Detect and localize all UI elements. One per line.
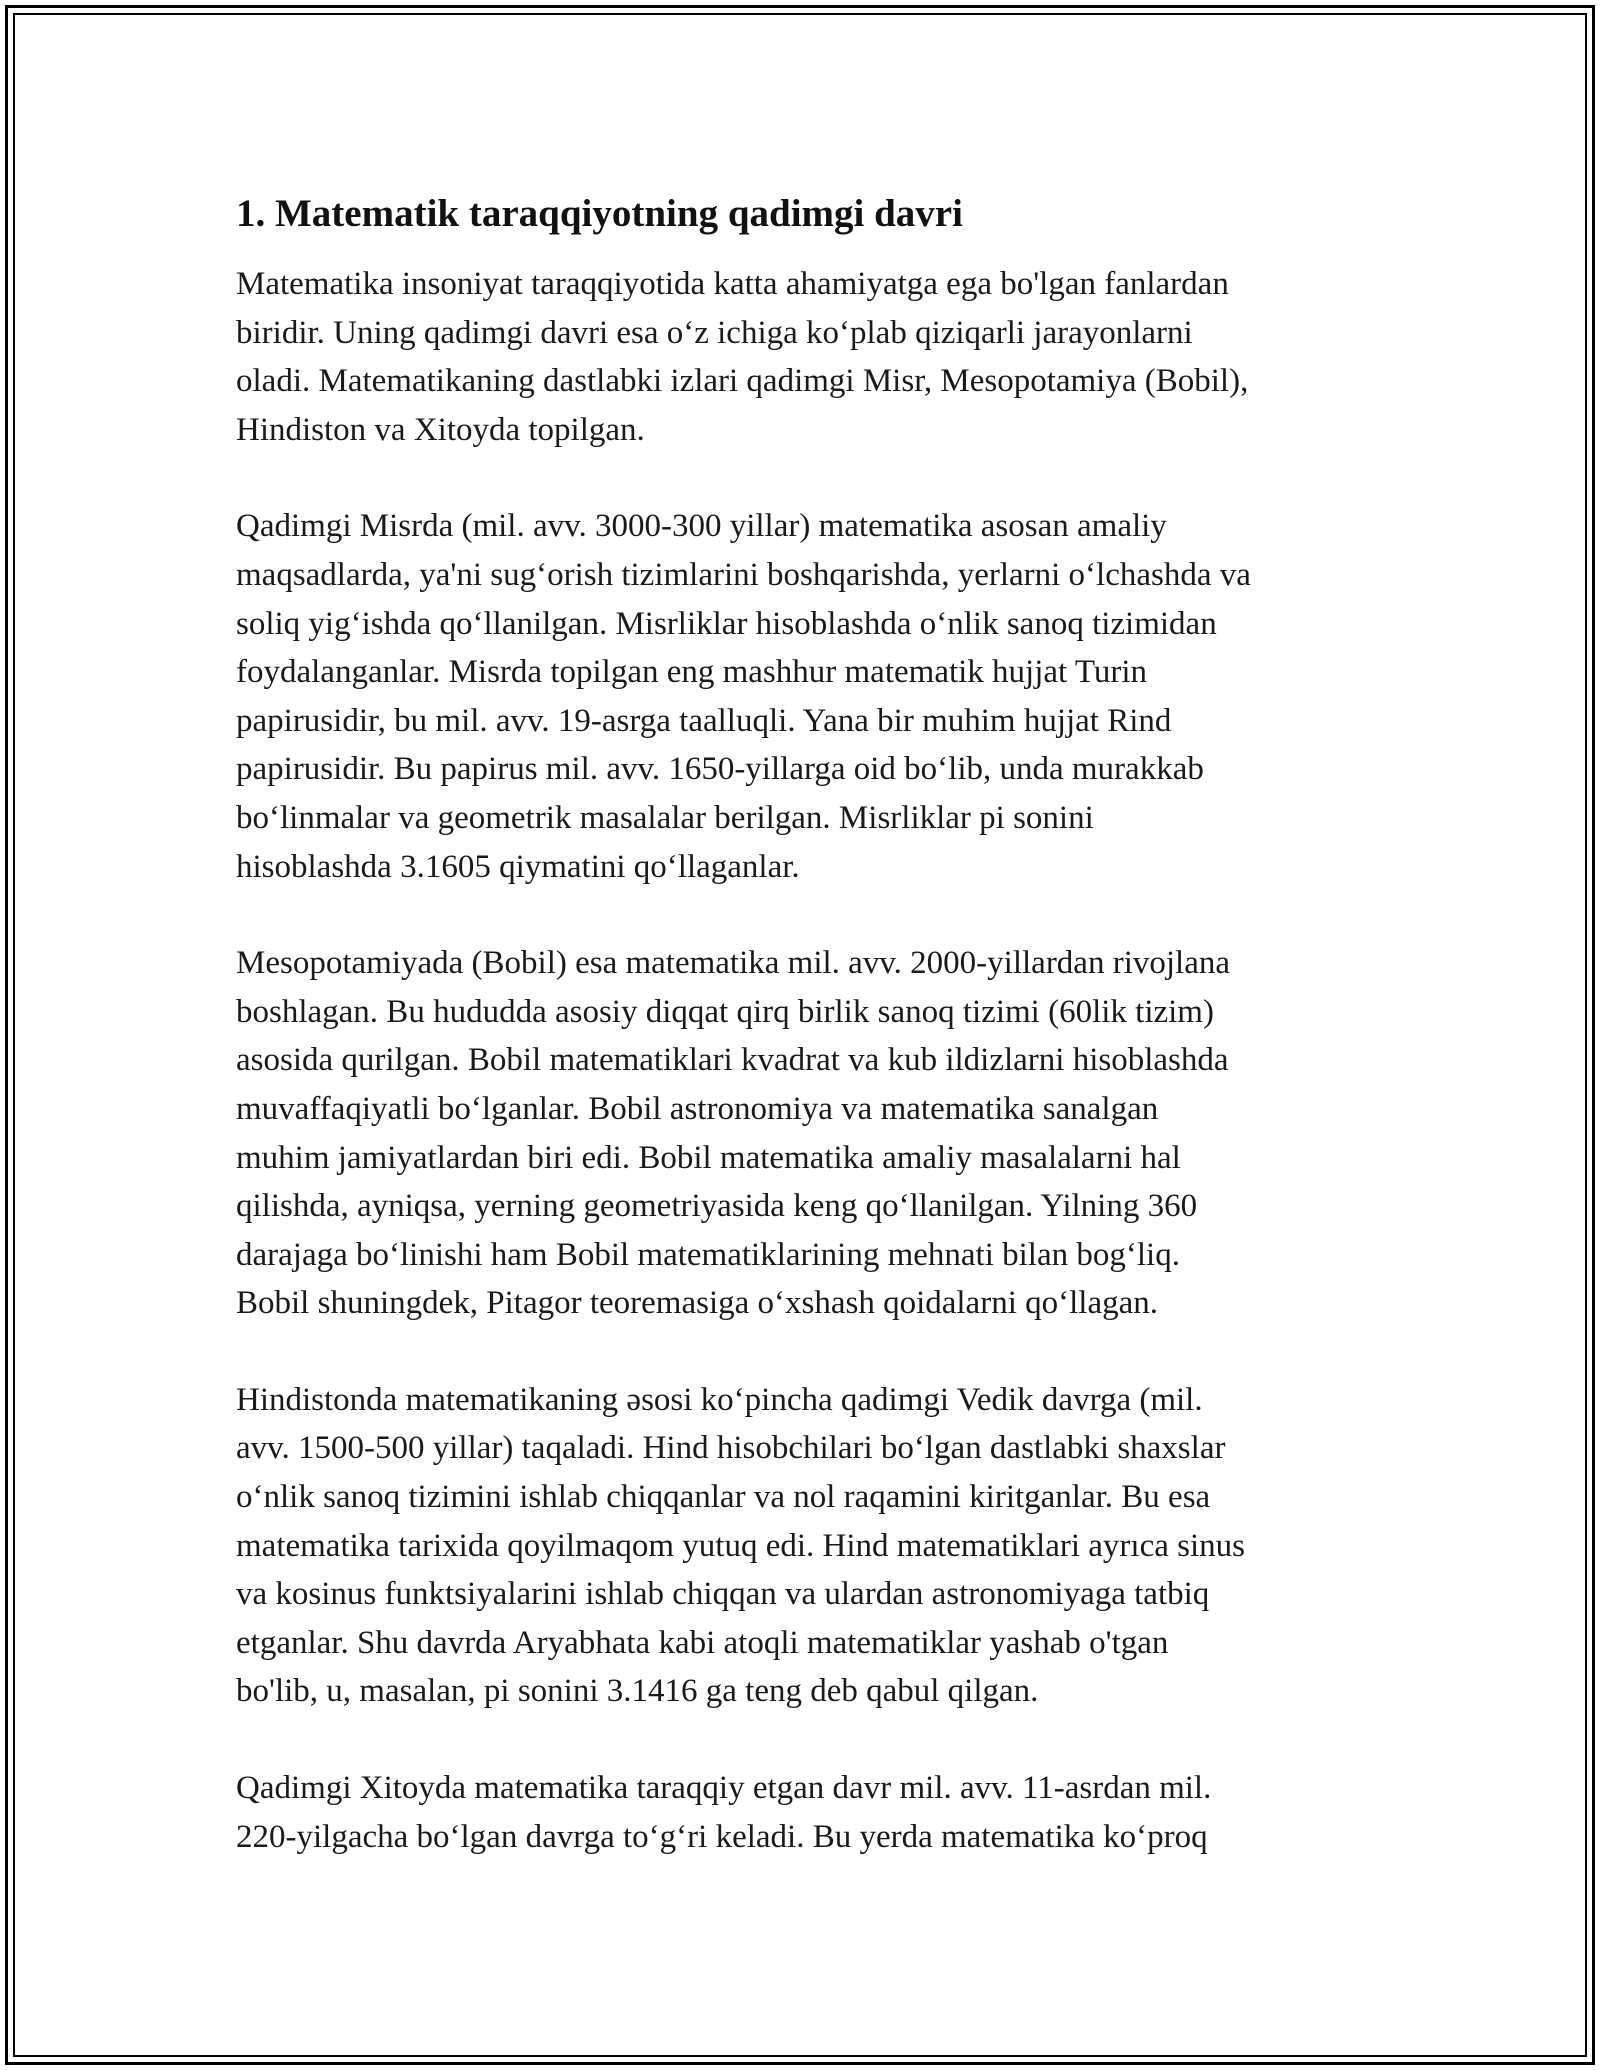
paragraph-egypt: Qadimgi Misrda (mil. avv. 3000-300 yillar) matematika asosan amaliy maqsadlarda, ya'ni sug‘orish tizimlarini boshqarishda, yerlarni o‘lchashda va soliq yig‘ishda qo‘llanilgan. Misrliklar hisoblashda o‘nlik sanoq tizimidan foydalanganlar. Misrda topilgan eng mashhur matematik hujjat Turin papirusidir, bu mil. avv. 19-asrga taalluqli. Yana bir muhim hujjat Rind papirusidir. Bu papirus mil. avv. 1650-yillarga oid bo‘lib, unda murakkab bo‘linmalar va geometrik masalalar berilgan. Misrliklar pi sonini hisoblashda 3.1605 qiymatini qo‘llaganlar.	[236, 508, 1251, 885]
paragraph-india: Hindistonda matematikaning əsosi ko‘pincha qadimgi Vedik davrga (mil. avv. 1500-500 yillar) taqaladi. Hind hisobchilari bo‘lgan dastlabki shaxslar o‘nlik sanoq tizimini ishlab chiqqanlar va nol raqamini kiritganlar. Bu esa matematika tarixida qoyilmaqom yutuq edi. Hind matematiklari ayrıca sinus va kosinus funktsiyalarini ishlab chiqqan va ulardan astronomiyaga tatbiq etganlar. Shu davrda Aryabhata kabi atoqli matematiklar yashab o'tgan bo'lib, u, masalan, pi sonini 3.1416 ga teng deb qabul qilgan.	[236, 1381, 1245, 1710]
paragraph-mesopotamia: Mesopotamiyada (Bobil) esa matematika mil. avv. 2000-yillardan rivojlana boshlagan. Bu hududda asosiy diqqat qirq birlik sanoq tizimi (60lik tizim) asosida qurilgan. Bobil matematiklari kvadrat va kub ildizlarni hisoblashda muvaffaqiyatli bo‘lganlar. Bobil astronomiya va matematika sanalgan muhim jamiyatlardan biri edi. Bobil matematika amaliy masalalarni hal qilishda, ayniqsa, yerning geometriyasida keng qo‘llanilgan. Yilning 360 darajaga bo‘linishi ham Bobil matematiklarining mehnati bilan bog‘liq. Bobil shuningdek, Pitagor teoremasiga o‘xshash qoidalarni qo‘llagan.	[236, 945, 1230, 1322]
document-body	[236, 186, 1376, 1909]
paragraph-introduction: Matematika insoniyat taraqqiyotida katta ahamiyatga ega bo'lgan fanlardan biridir. Uning qadimgi davri esa o‘z ichiga ko‘plab qiziqarli jarayonlarni oladi. Matematikaning dastlabki izlari qadimgi Misr, Mesopotamiya (Bobil), Hindiston va Xitoyda topilgan.	[236, 266, 1249, 448]
section-heading: 1. Matematik taraqqiyotning qadimgi davri	[236, 192, 963, 235]
paragraph-china: Qadimgi Xitoyda matematika taraqqiy etgan davr mil. avv. 11-asrdan mil. 220-yilgacha bo‘lgan davrga to‘g‘ri keladi. Bu yerda matematika ko‘proq	[236, 1770, 1212, 1855]
